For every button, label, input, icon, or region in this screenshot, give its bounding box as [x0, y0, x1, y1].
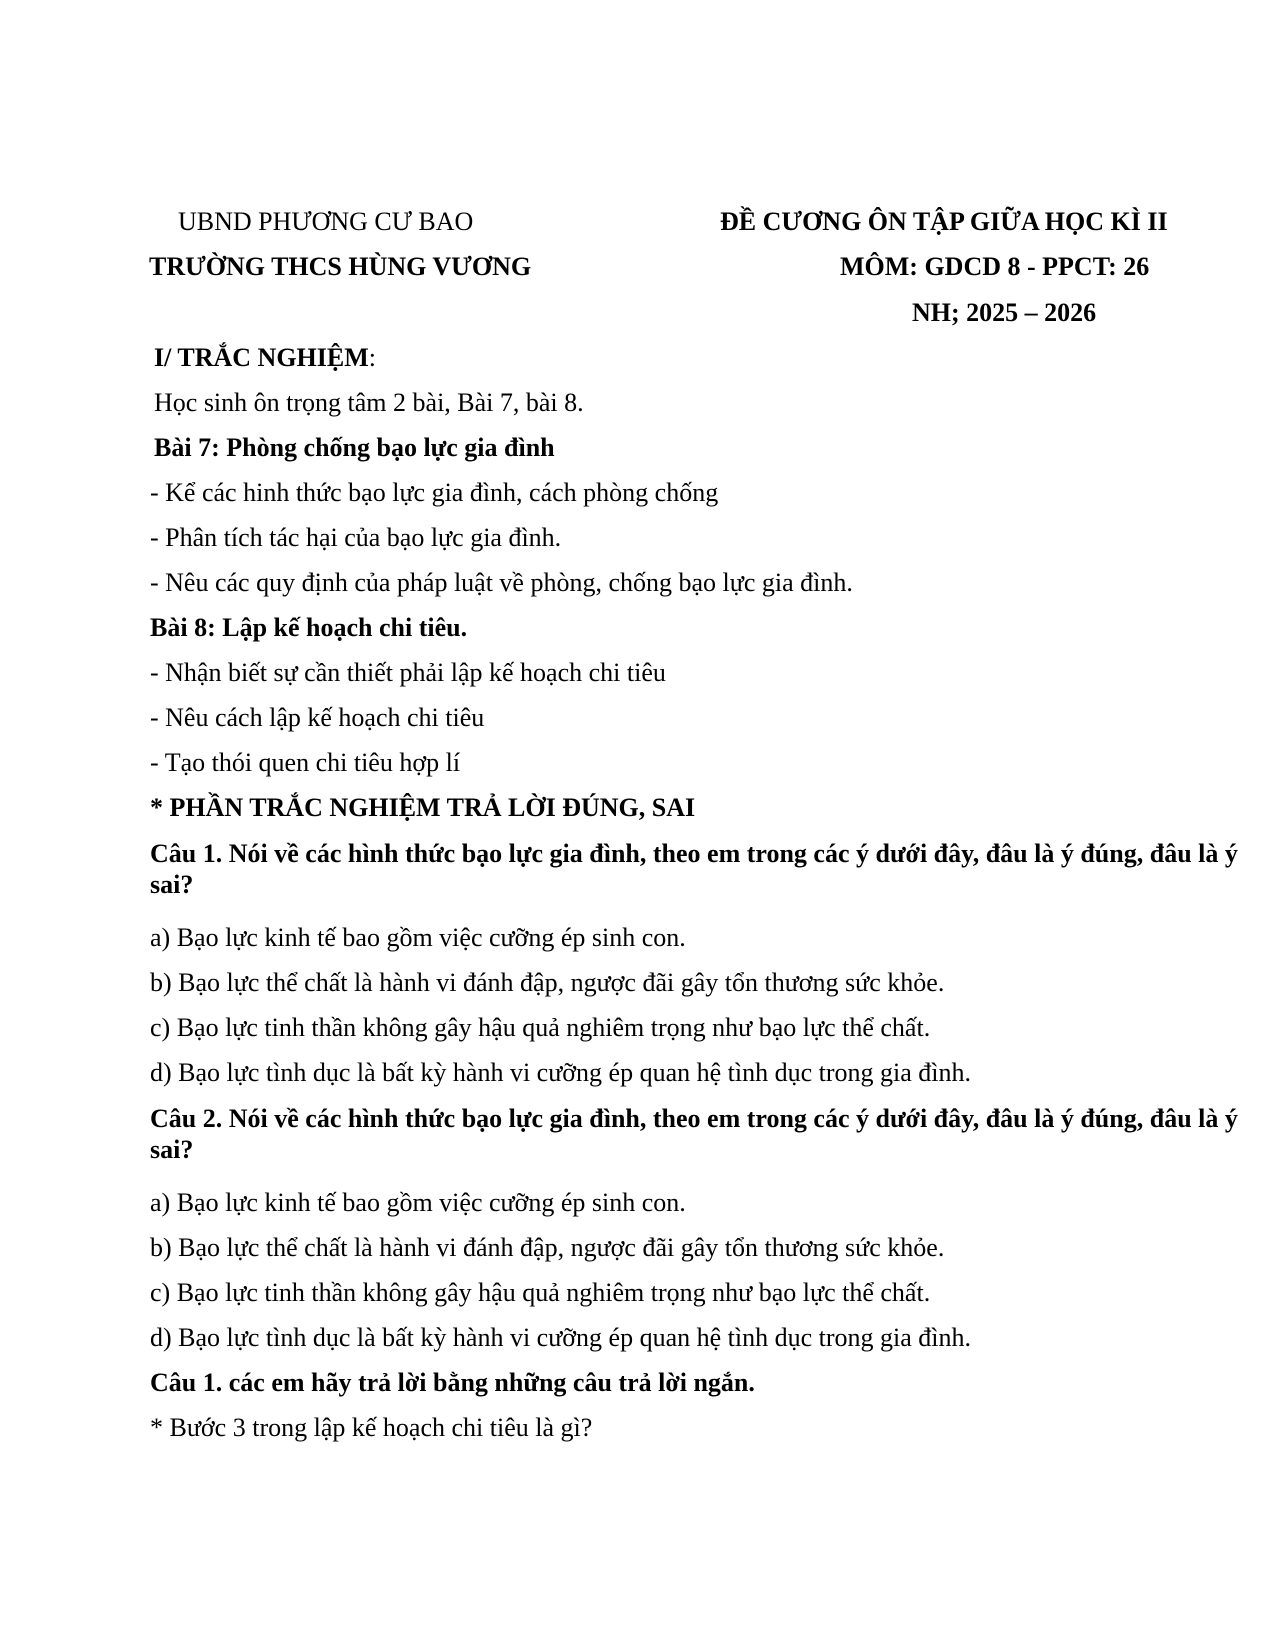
lesson8-item: - Nhận biết sự cần thiết phải lập kế hoạch chi tiêu — [150, 658, 666, 687]
section-title: I/ TRẮC NGHIỆM: — [154, 343, 377, 372]
question-2-option-a: a) Bạo lực kinh tế bao gồm việc cưỡng ép sinh con. — [150, 1188, 686, 1217]
question-1-option-b: b) Bạo lực thể chất là hành vi đánh đập, ngược đãi gây tổn thương sức khỏe. — [150, 968, 945, 997]
question-1-option-a: a) Bạo lực kinh tế bao gồm việc cưỡng ép sinh con. — [150, 923, 686, 952]
short-answer-item: * Bước 3 trong lập kế hoạch chi tiêu là gì? — [150, 1413, 593, 1442]
question-1-option-d: d) Bạo lực tình dục là bất kỳ hành vi cưỡng ép quan hệ tình dục trong gia đình. — [150, 1058, 972, 1087]
question-2-option-c: c) Bạo lực tinh thần không gây hậu quả nghiêm trọng như bạo lực thể chất. — [150, 1278, 931, 1307]
school-year: NH; 2025 – 2026 — [912, 298, 1097, 327]
lesson8-item: - Tạo thói quen chi tiêu hợp lí — [150, 748, 461, 777]
question-2: Câu 2. Nói về các hình thức bạo lực gia đình, theo em trong các ý dưới đây, đâu là ý đúng, đâu là ý sai? — [150, 1104, 1238, 1164]
document-title: ĐỀ CƯƠNG ÔN TẬP GIỮA HỌC KÌ II — [720, 207, 1168, 236]
header-authority: UBND PHƯƠNG CƯ BAO — [178, 207, 474, 236]
lesson7-item: - Kể các hinh thức bạo lực gia đình, cách phòng chống — [150, 478, 719, 507]
true-false-part-title: * PHẦN TRẮC NGHIỆM TRẢ LỜI ĐÚNG, SAI — [150, 793, 696, 822]
lesson8-title: Bài 8: Lập kế hoạch chi tiêu. — [150, 613, 468, 642]
question-2-option-b: b) Bạo lực thể chất là hành vi đánh đập, ngược đãi gây tổn thương sức khỏe. — [150, 1233, 945, 1262]
lesson7-item: - Phân tích tác hại của bạo lực gia đình. — [150, 523, 562, 552]
question-1-option-c: c) Bạo lực tinh thần không gây hậu quả nghiêm trọng như bạo lực thể chất. — [150, 1013, 931, 1042]
question-2-option-d: d) Bạo lực tình dục là bất kỳ hành vi cưỡng ép quan hệ tình dục trong gia đình. — [150, 1323, 972, 1352]
lesson7-title: Bài 7: Phòng chống bạo lực gia đình — [154, 433, 555, 462]
header-school: TRƯỜNG THCS HÙNG VƯƠNG — [149, 252, 532, 281]
short-answer-question: Câu 1. các em hãy trả lời bằng những câu trả lời ngắn. — [150, 1368, 755, 1397]
section-intro: Học sinh ôn trọng tâm 2 bài, Bài 7, bài 8. — [154, 388, 584, 417]
subject-line: MÔM: GDCD 8 - PPCT: 26 — [840, 252, 1150, 281]
lesson8-item: - Nêu cách lập kế hoạch chi tiêu — [150, 703, 485, 732]
question-1: Câu 1. Nói về các hình thức bạo lực gia đình, theo em trong các ý dưới đây, đâu là ý đúng, đâu là ý sai? — [150, 839, 1238, 899]
lesson7-item: - Nêu các quy định của pháp luật về phòng, chống bạo lực gia đình. — [150, 568, 853, 597]
